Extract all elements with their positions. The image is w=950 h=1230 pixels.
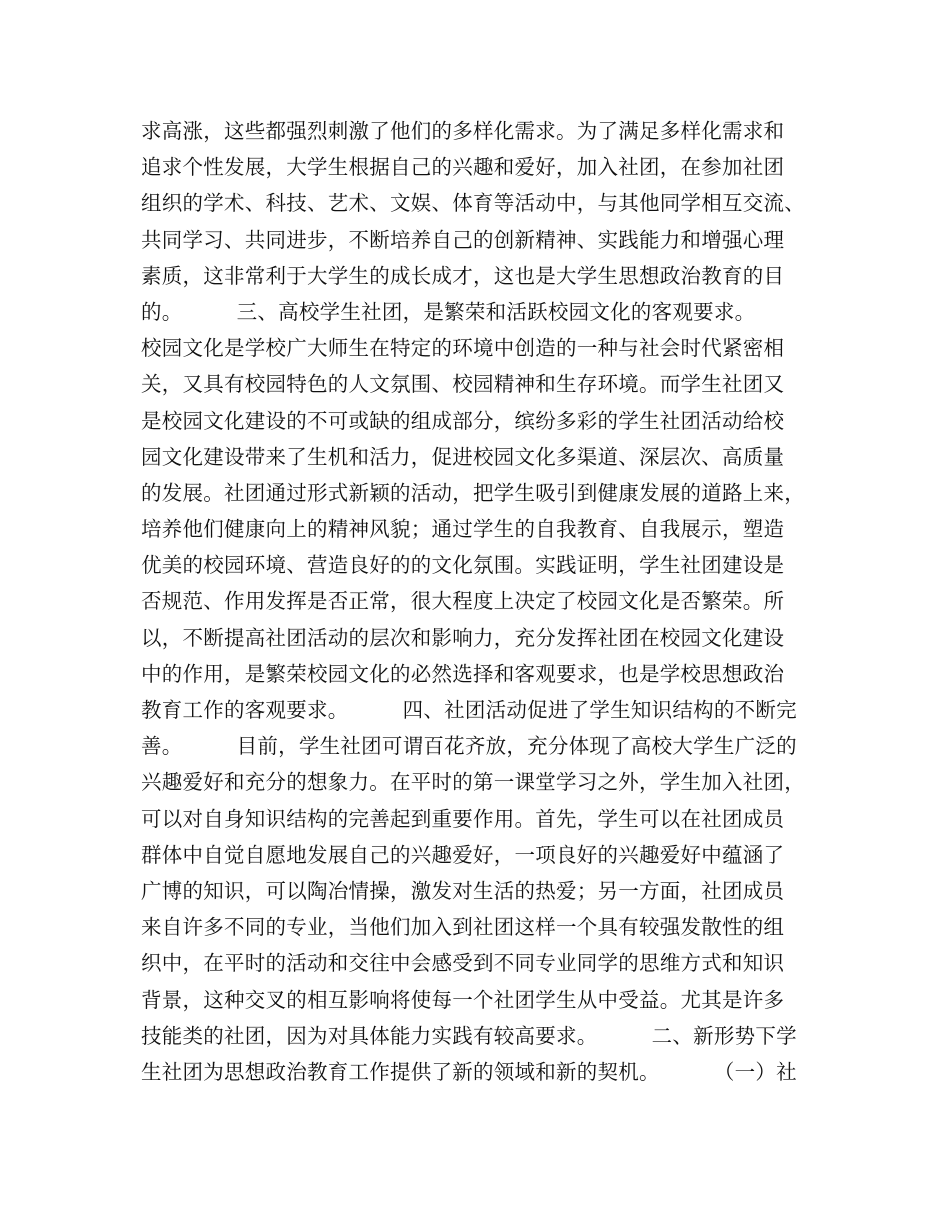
text-line: 共同学习、共同进步，不断培养自己的创新精神、实践能力和增强心理: [141, 227, 785, 252]
text-line: 追求个性发展，大学生根据自己的兴趣和爱好，加入社团，在参加社团: [141, 155, 785, 180]
text-line: 背景，这种交叉的相互影响将使每一个社团学生从中受益。尤其是许多: [141, 987, 785, 1012]
text-line: 生社团为思想政治教育工作提供了新的领域和新的契机。 （一）社: [141, 1059, 797, 1084]
text-line: 教育工作的客观要求。 四、社团活动促进了学生知识结构的不断完: [141, 698, 797, 722]
text-line: 是校园文化建设的不可或缺的组成部分，缤纷多彩的学生社团活动给校: [141, 408, 785, 433]
text-line: 素质，这非常利于大学生的成长成才，这也是大学生思想政治教育的目: [141, 263, 785, 288]
text-line: 广博的知识，可以陶冶情操，激发对生活的热爱；另一方面，社团成员: [141, 878, 785, 903]
text-line: 以，不断提高社团活动的层次和影响力，充分发挥社团在校园文化建设: [141, 625, 785, 650]
text-line: 组织的学术、科技、艺术、文娱、体育等活动中，与其他同学相互交流、: [141, 191, 805, 216]
text-line: 善。 目前，学生社团可谓百花齐放，充分体现了高校大学生广泛的: [141, 734, 797, 759]
body-text: [141, 113, 841, 1090]
text-line: 的。 三、高校学生社团，是繁荣和活跃校园文化的客观要求。: [141, 299, 756, 324]
text-line: 优美的校园环境、营造良好的的文化氛围。实践证明，学生社团建设是: [141, 553, 785, 578]
text-line: 园文化建设带来了生机和活力，促进校园文化多渠道、深层次、高质量: [141, 444, 785, 469]
text-line: 中的作用，是繁荣校园文化的必然选择和客观要求，也是学校思想政治: [141, 661, 785, 686]
text-line: 求高涨，这些都强烈刺激了他们的多样化需求。为了满足多样化需求和: [141, 119, 785, 143]
text-line: 兴趣爱好和充分的想象力。在平时的第一课堂学习之外，学生加入社团，: [141, 770, 805, 795]
text-line: 来自许多不同的专业，当他们加入到社团这样一个具有较强发散性的组: [141, 915, 785, 940]
text-line: 否规范、作用发挥是否正常，很大程度上决定了校园文化是否繁荣。所: [141, 589, 785, 614]
text-line: 织中，在平时的活动和交往中会感受到不同专业同学的思维方式和知识: [141, 951, 785, 976]
text-line: 校园文化是学校广大师生在特定的环境中创造的一种与社会时代紧密相: [141, 336, 785, 361]
text-line: 的发展。社团通过形式新颖的活动，把学生吸引到健康发展的道路上来，: [141, 480, 805, 505]
text-line: 可以对自身知识结构的完善起到重要作用。首先，学生可以在社团成员: [141, 806, 785, 831]
text-line: 群体中自觉自愿地发展自己的兴趣爱好，一项良好的兴趣爱好中蕴涵了: [141, 842, 785, 867]
text-line: 技能类的社团，因为对具体能力实践有较高要求。 二、新形势下学: [141, 1023, 797, 1048]
text-line: 关，又具有校园特色的人文氛围、校园精神和生存环境。而学生社团又: [141, 372, 785, 397]
text-line: 培养他们健康向上的精神风貌；通过学生的自我教育、自我展示，塑造: [141, 517, 785, 542]
